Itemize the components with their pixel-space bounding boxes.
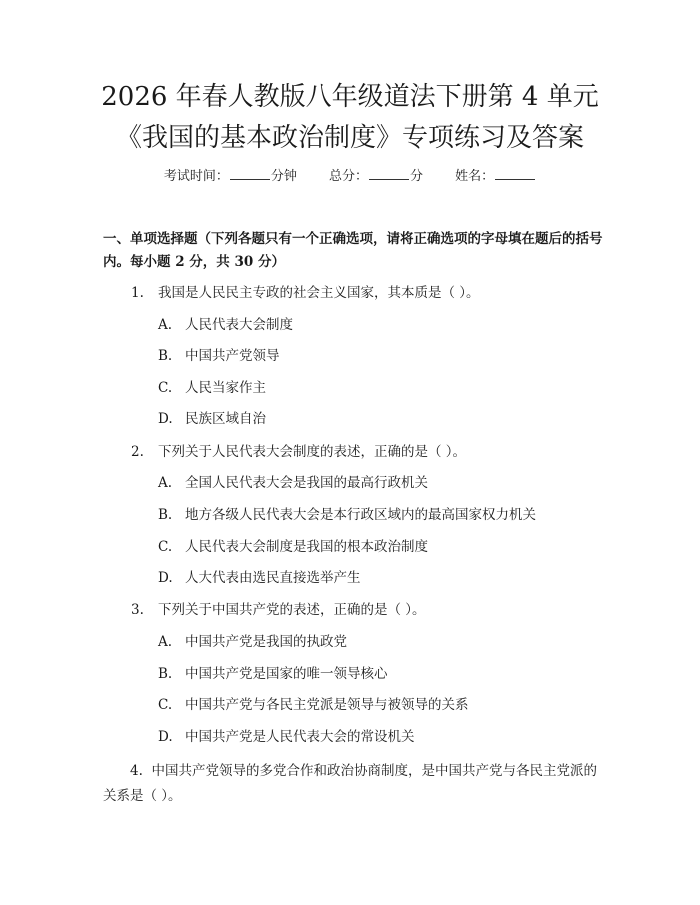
total-score-label: 总分： [328,169,368,184]
option-letter: A. [158,475,173,491]
option-text: 中国共产党是国家的唯一领导核心 [185,666,388,682]
question-number: 3. [131,602,144,618]
exam-time-blank [230,167,270,180]
question-2-option-c [158,537,428,557]
student-name-blank [495,167,535,180]
total-score [329,167,423,187]
question-number: 2. [131,444,144,460]
question-1-option-b [158,346,280,366]
question-3-option-c [158,695,469,715]
option-letter: B. [158,348,173,364]
exam-time-unit: 分钟 [270,169,297,184]
question-1-option-d [158,409,266,429]
question-2 [131,442,466,462]
option-text: 全国人民代表大会是我国的最高行政机关 [185,475,428,491]
option-text: 中国共产党与各民主党派是领导与被领导的关系 [185,697,469,713]
option-text: 中国共产党领导 [185,348,280,364]
option-letter: C. [158,697,173,713]
question-2-option-d [158,568,361,588]
question-1 [131,283,480,303]
option-letter: C. [158,539,173,555]
exam-title-line2: 《我国的基本政治制度》专项练习及答案 [115,123,584,153]
section-heading: 一、单项选择题（下列各题只有一个正确选项，请将正确选项的字母填在题后的括号内。每小题 2 分，共 30 分） [103,231,603,270]
option-text: 人大代表由选民直接选举产生 [185,570,361,586]
option-letter: A. [158,317,173,333]
exam-meta [0,167,700,187]
question-text: 中国共产党领导的多党合作和政治协商制度，是中国共产党与各民主党派的关系是（ ）。 [103,763,597,804]
question-number: 4. [130,763,143,779]
student-name [455,167,536,187]
option-text: 人民代表大会制度是我国的根本政治制度 [185,539,428,555]
question-3 [131,600,426,620]
option-text: 民族区域自治 [185,411,266,427]
option-letter: B. [158,507,173,523]
question-3-option-b [158,664,388,684]
question-2-option-a [158,473,428,493]
question-4 [103,759,603,809]
total-score-unit: 分 [410,169,424,184]
question-3-option-a [158,632,347,652]
question-2-option-b [158,505,536,525]
question-text: 下列关于中国共产党的表述，正确的是（ ）。 [158,602,426,618]
option-letter: D. [158,729,173,745]
question-text: 下列关于人民代表大会制度的表述，正确的是（ ）。 [158,444,467,460]
question-number: 1. [131,285,144,301]
question-text: 我国是人民民主专政的社会主义国家，其本质是（ ）。 [158,285,480,301]
option-letter: A. [158,634,173,650]
option-text: 人民代表大会制度 [185,317,293,333]
option-letter: D. [158,411,173,427]
option-letter: C. [158,380,173,396]
exam-title-line1: 2026 年春人教版八年级道法下册第 4 单元 [101,82,599,112]
option-letter: B. [158,666,173,682]
option-text: 中国共产党是人民代表大会的常设机关 [185,729,415,745]
option-letter: D. [158,570,173,586]
question-1-option-a [158,315,293,335]
total-score-blank [369,167,409,180]
option-text: 中国共产党是我国的执政党 [185,634,347,650]
question-3-option-d [158,727,415,747]
option-text: 地方各级人民代表大会是本行政区域内的最高国家权力机关 [185,507,536,523]
option-text: 人民当家作主 [185,380,266,396]
exam-time-label: 考试时间： [163,169,229,184]
question-1-option-c [158,378,266,398]
student-name-label: 姓名： [455,169,495,184]
exam-time [164,167,297,187]
